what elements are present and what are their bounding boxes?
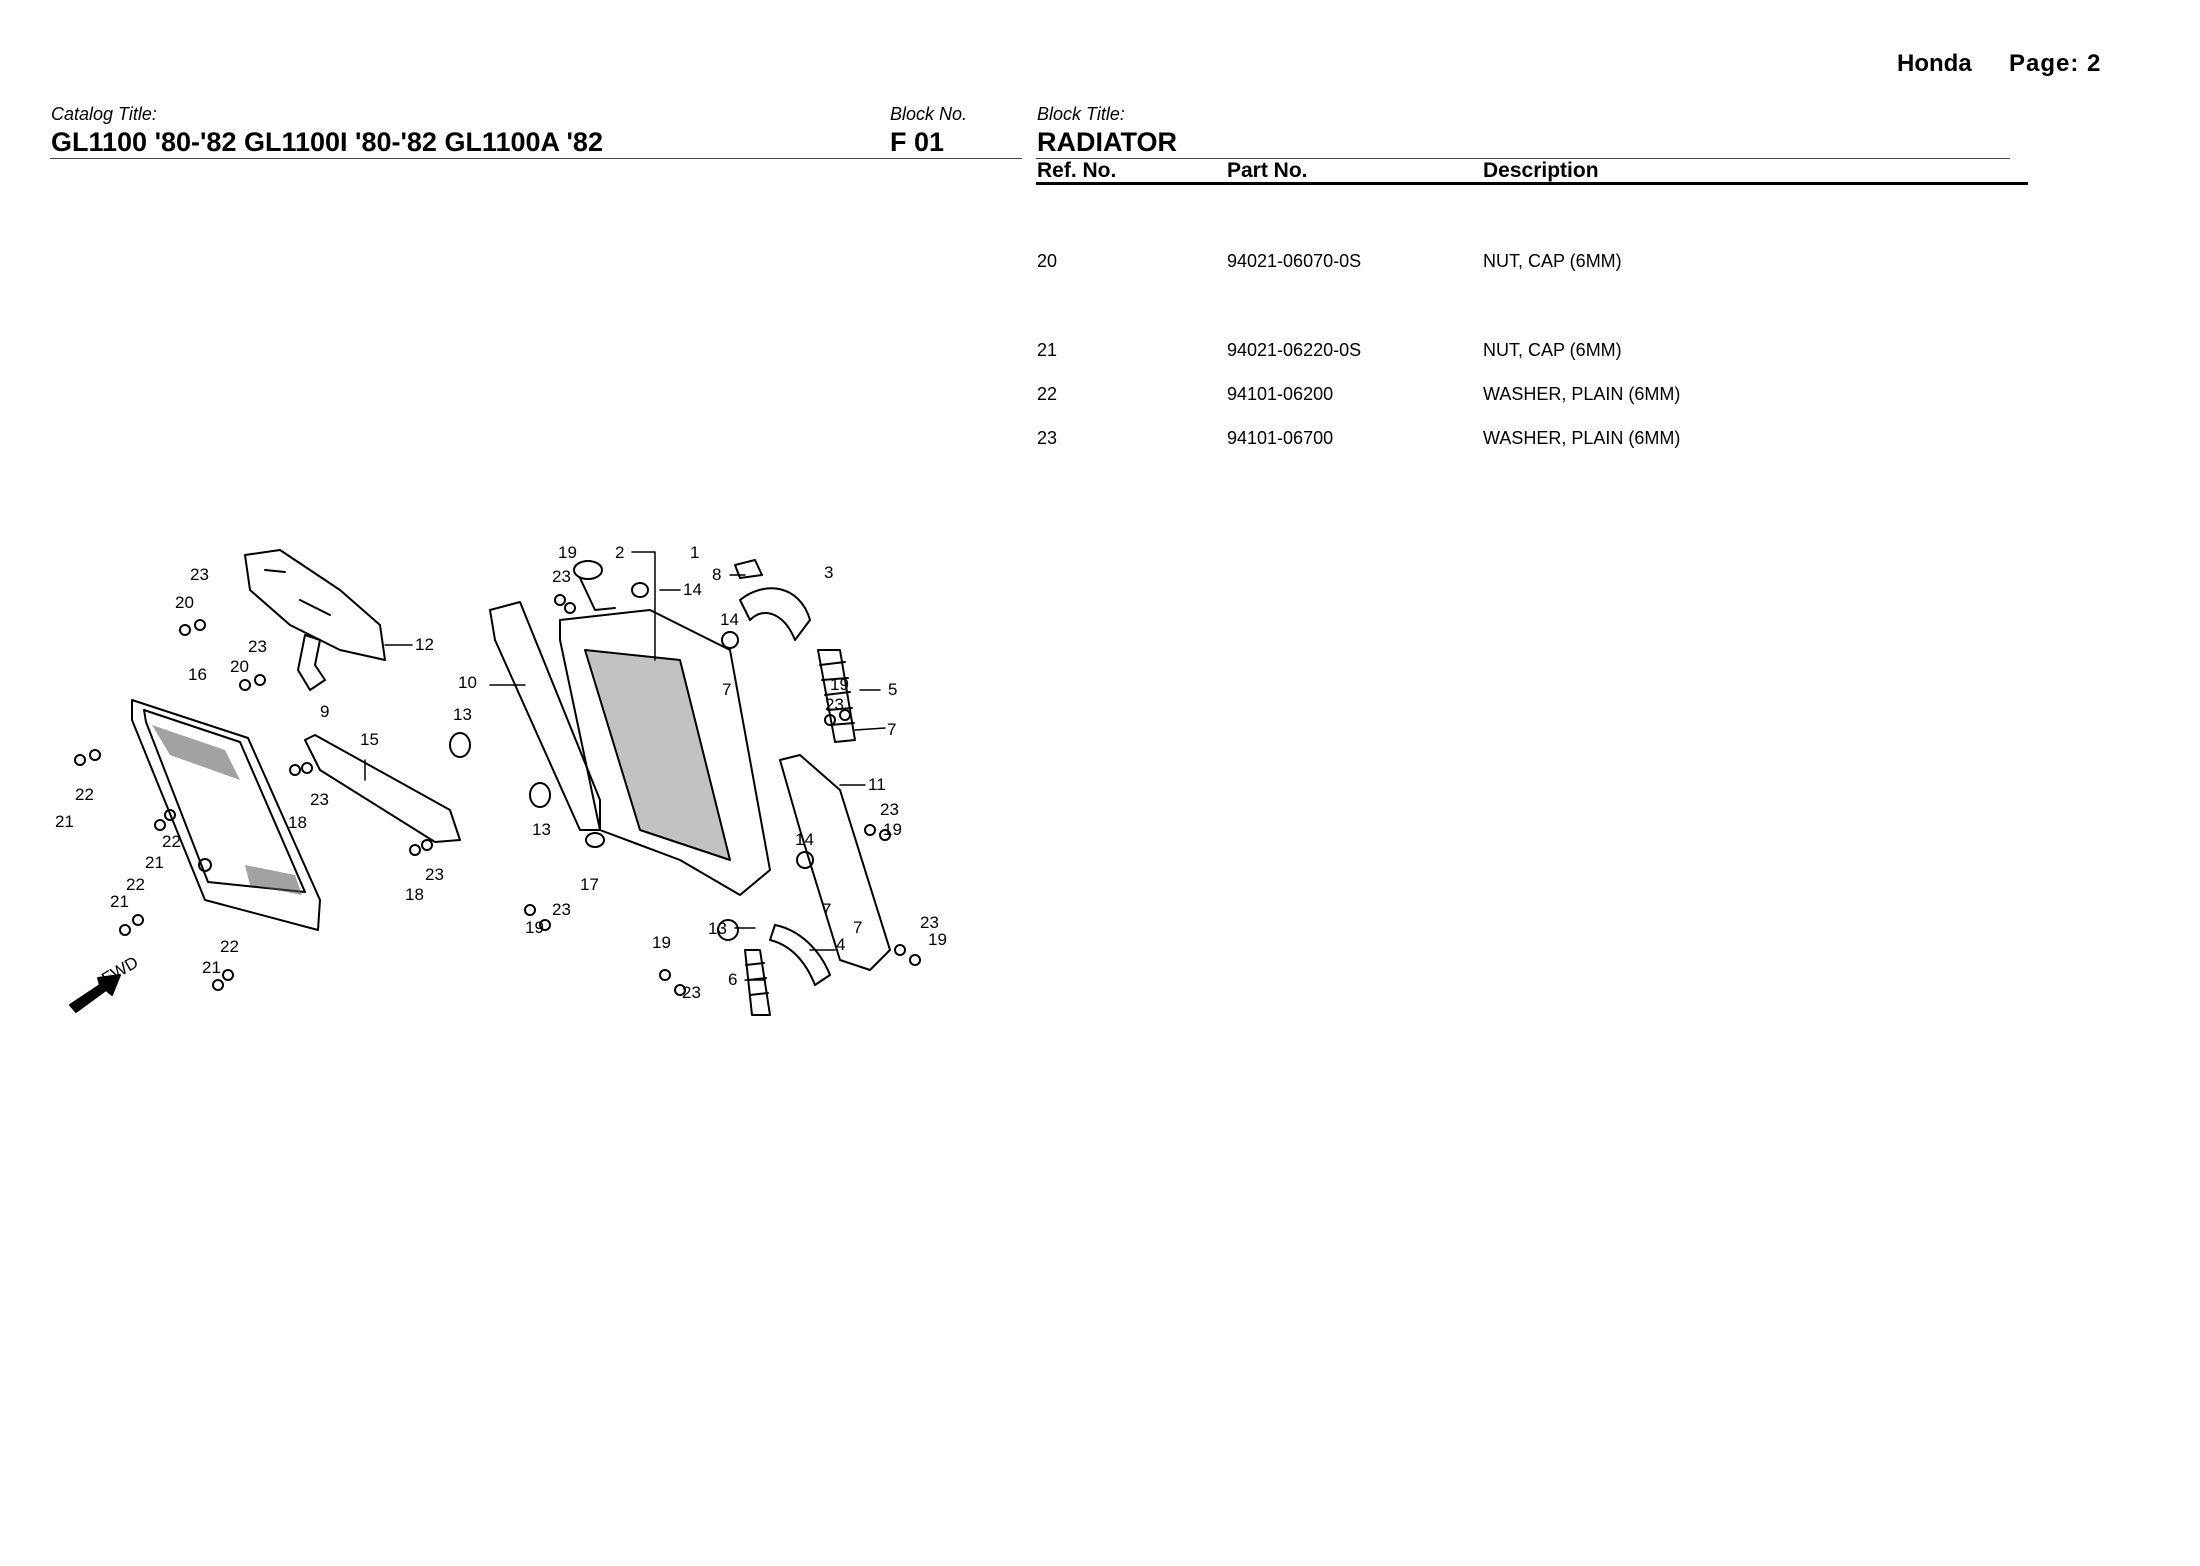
callout-21: 21 <box>55 812 74 831</box>
stay-9 <box>298 635 325 690</box>
catalog-title-label: Catalog Title: <box>51 104 157 124</box>
callout-4: 4 <box>836 935 846 954</box>
callout-15: 15 <box>360 730 379 749</box>
callout-5: 5 <box>888 680 898 699</box>
callout-6: 6 <box>728 970 738 989</box>
callout-21b: 21 <box>145 853 164 872</box>
callout-13b: 13 <box>532 820 551 839</box>
callout-23h: 23 <box>552 900 571 919</box>
callout-23j: 23 <box>920 913 939 932</box>
brand-name: Honda <box>1897 50 1972 77</box>
row-ref: 20 <box>1037 251 1058 271</box>
col-description: Description <box>1483 159 1599 182</box>
callout-23: 23 <box>190 565 209 584</box>
callout-11: 11 <box>868 775 886 794</box>
callout-23i: 23 <box>682 983 701 1002</box>
callout-18b: 18 <box>405 885 424 904</box>
row-part: 94021-06220-0S <box>1227 340 1362 360</box>
row-desc: NUT, CAP (6MM) <box>1483 251 1622 271</box>
row-desc: WASHER, PLAIN (6MM) <box>1483 384 1681 404</box>
callout-3: 3 <box>824 563 834 582</box>
callout-23b: 23 <box>248 637 267 656</box>
callout-2: 2 <box>615 543 625 562</box>
callout-12: 12 <box>415 635 434 654</box>
callout-21d: 21 <box>202 958 221 977</box>
fwd-arrow-icon <box>70 953 142 1012</box>
callout-16: 16 <box>188 665 207 684</box>
callout-21c: 21 <box>110 892 129 911</box>
row-ref: 22 <box>1037 384 1058 404</box>
callout-14b: 14 <box>720 610 739 629</box>
callout-20: 20 <box>175 593 194 612</box>
row-ref: 23 <box>1037 428 1058 448</box>
callout-23g: 23 <box>880 800 899 819</box>
callout-19f: 19 <box>928 930 947 949</box>
callout-19: 19 <box>558 543 577 562</box>
block-no-label: Block No. <box>890 104 968 124</box>
row-ref: 21 <box>1037 340 1058 360</box>
row-desc: WASHER, PLAIN (6MM) <box>1483 428 1681 448</box>
callout-10: 10 <box>458 673 477 692</box>
radiator-exploded-diagram <box>40 530 990 1020</box>
callout-22: 22 <box>75 785 94 804</box>
callout-19d: 19 <box>525 918 544 937</box>
callout-19e: 19 <box>652 933 671 952</box>
block-no: F 01 <box>890 127 945 157</box>
row-desc: NUT, CAP (6MM) <box>1483 340 1622 360</box>
callout-17: 17 <box>580 875 599 894</box>
callout-13: 13 <box>453 705 472 724</box>
callout-7b: 7 <box>887 720 897 739</box>
callout-23d: 23 <box>425 865 444 884</box>
table-header-rule <box>1036 182 2028 185</box>
callout-22d: 22 <box>220 937 239 956</box>
row-part: 94021-06070-0S <box>1227 251 1362 271</box>
callout-7c: 7 <box>822 900 832 919</box>
callout-7d: 7 <box>853 918 863 937</box>
block-title: RADIATOR <box>1037 127 1177 157</box>
callout-13c: 13 <box>708 919 727 938</box>
callout-18: 18 <box>288 813 307 832</box>
lower-hose-4 <box>770 925 830 985</box>
callout-7: 7 <box>722 680 732 699</box>
callout-22c: 22 <box>126 875 145 894</box>
catalog-title-rule <box>50 158 1022 159</box>
upper-hose-3 <box>740 588 810 640</box>
callout-22b: 22 <box>162 832 181 851</box>
fwd-label: FWD <box>98 952 142 989</box>
callout-14: 14 <box>683 580 702 599</box>
catalog-title: GL1100 '80-'82 GL1100I '80-'82 GL1100A '82 <box>51 127 603 157</box>
callout-8: 8 <box>712 565 722 584</box>
callout-19b: 19 <box>830 675 849 694</box>
callout-23c: 23 <box>310 790 329 809</box>
page-number: Page: 2 <box>2009 50 2102 77</box>
lower-bracket-15 <box>305 735 460 842</box>
callout-19c: 19 <box>883 820 902 839</box>
callout-1: 1 <box>690 543 700 562</box>
callout-9: 9 <box>320 702 330 721</box>
row-part: 94101-06200 <box>1227 384 1334 404</box>
callout-14c: 14 <box>795 830 814 849</box>
radiator-cap-2 <box>574 561 602 579</box>
radiator-core <box>560 610 770 895</box>
spring-6 <box>745 950 770 1015</box>
filler-neck <box>580 578 615 610</box>
block-title-label: Block Title: <box>1037 104 1125 124</box>
row-part: 94101-06700 <box>1227 428 1334 448</box>
callout-23e: 23 <box>552 567 571 586</box>
callout-23f: 23 <box>825 695 844 714</box>
callout-labels <box>55 543 947 1002</box>
col-ref-no: Ref. No. <box>1037 159 1117 182</box>
callout-20b: 20 <box>230 657 249 676</box>
side-cover-10 <box>490 602 600 830</box>
col-part-no: Part No. <box>1227 159 1308 182</box>
